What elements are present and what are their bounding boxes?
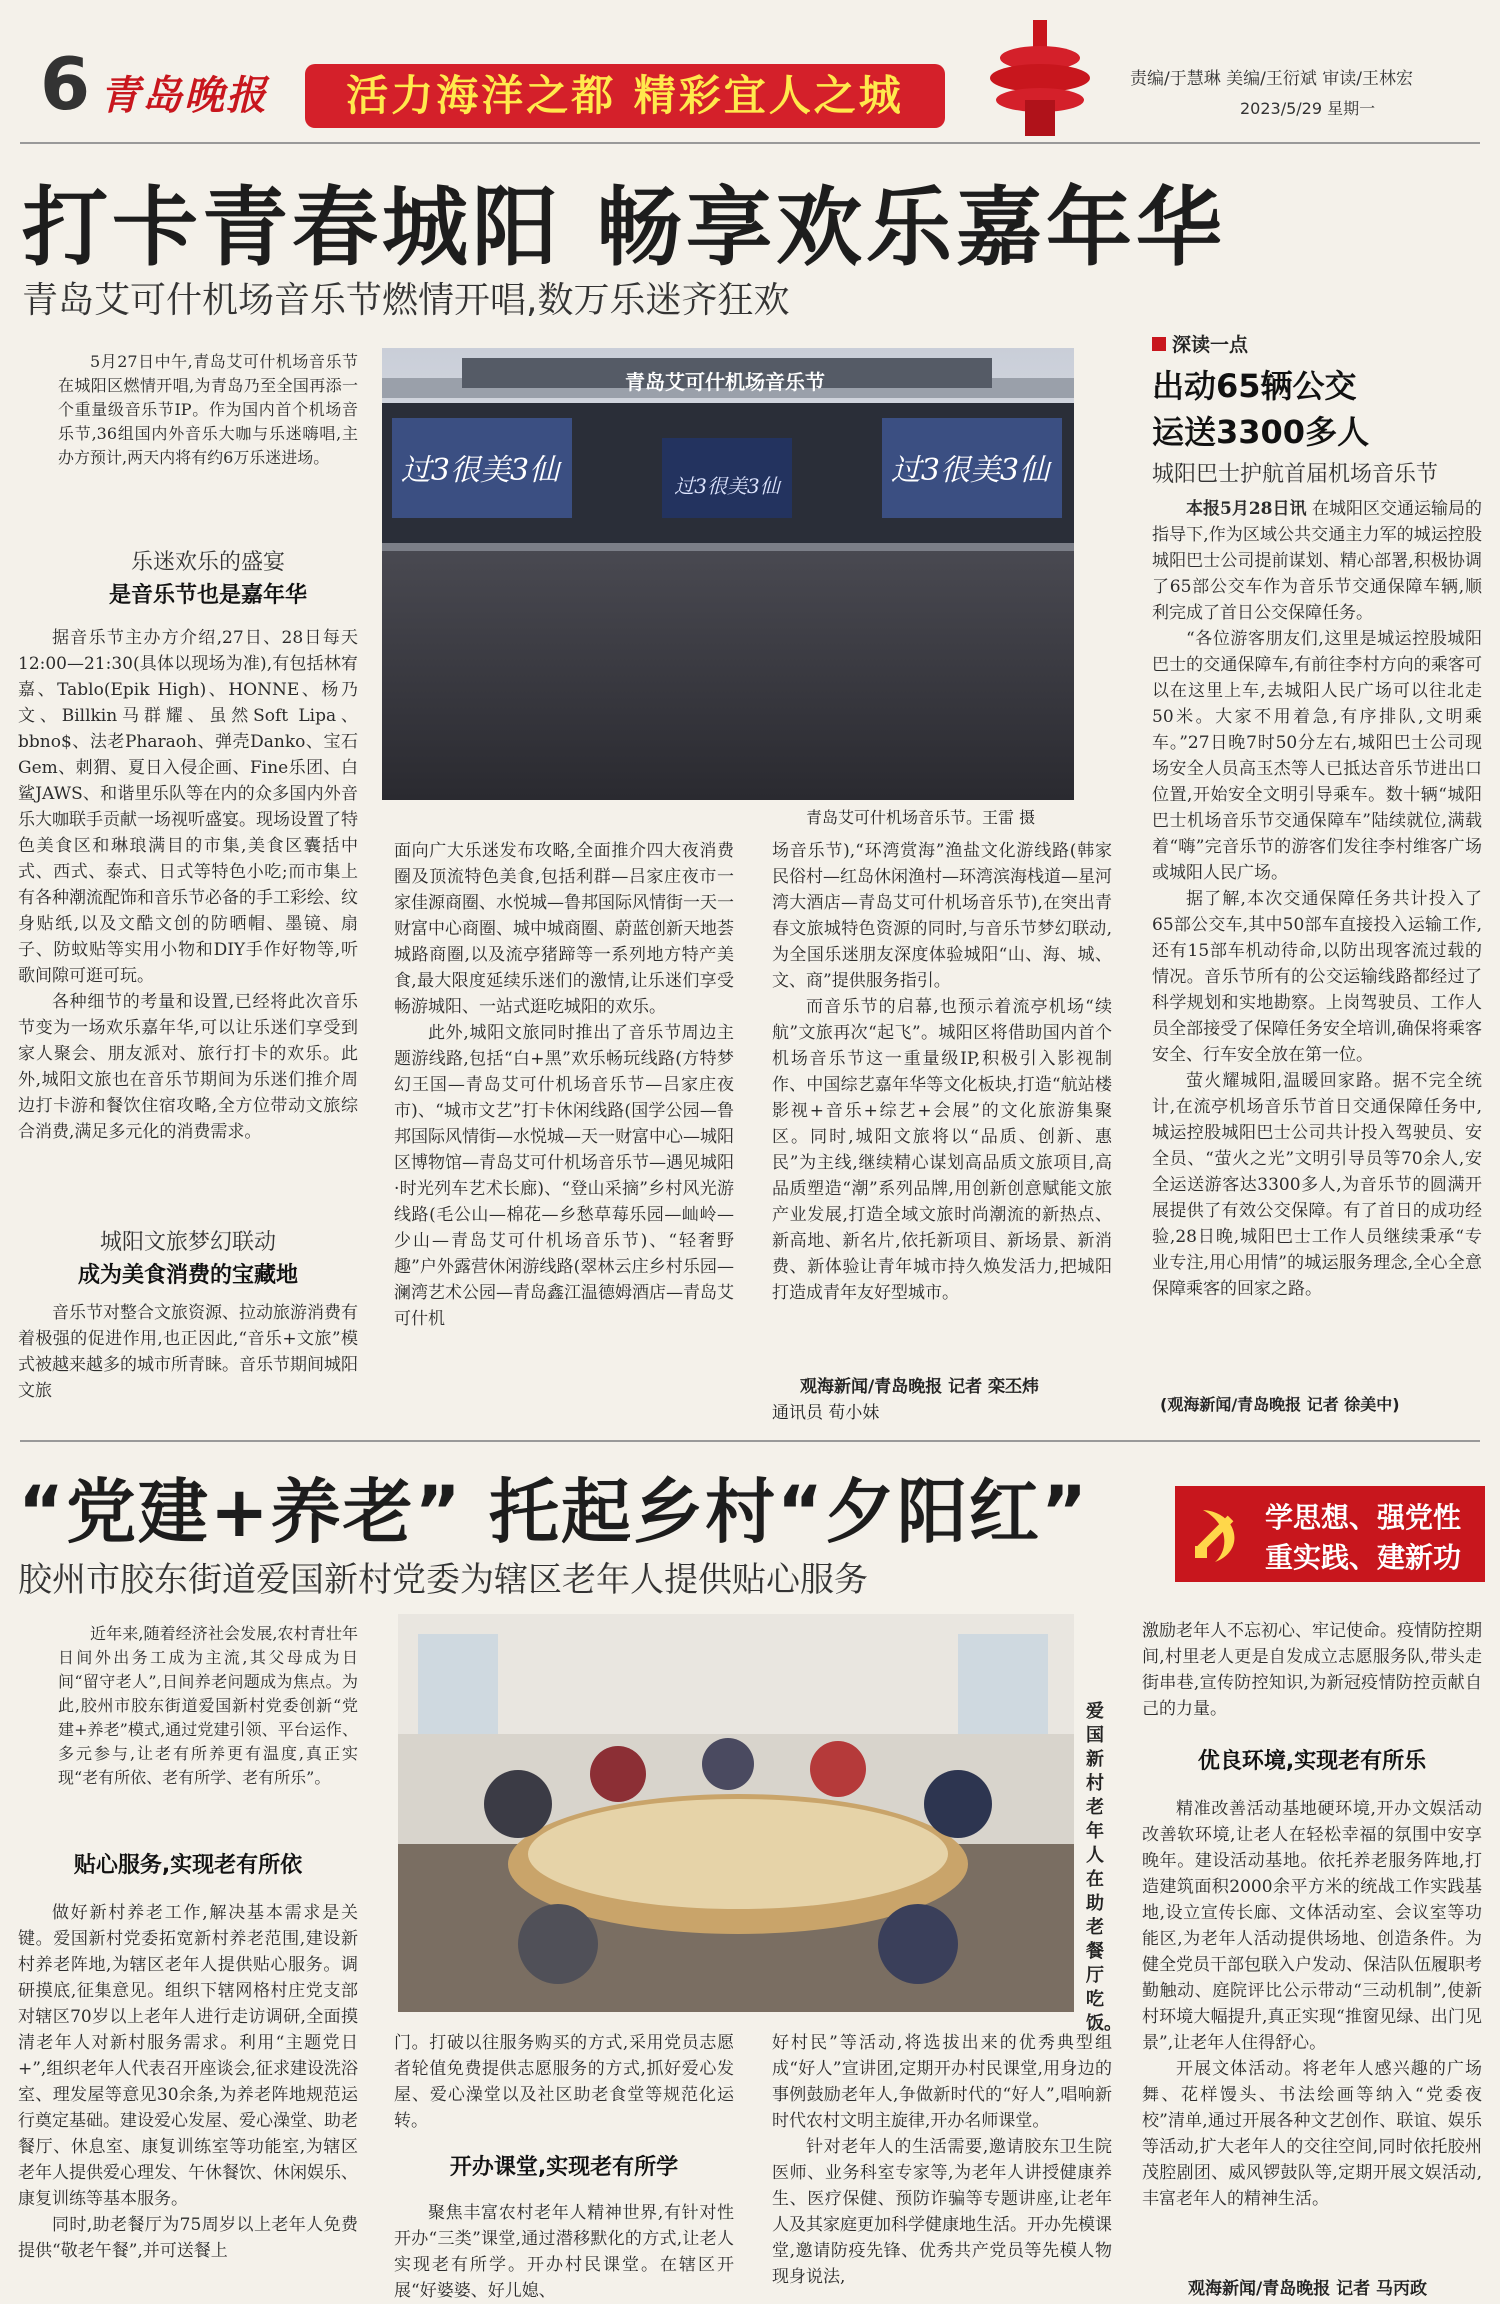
article2-subheadline: 胶州市胶东街道爱国新村党委为辖区老年人提供贴心服务 (18, 1560, 868, 1600)
a2-section3-text2: 开展文体活动。将老年人感兴趣的广场舞、花样馒头、书法绘画等纳入“党委夜校”清单,通过开展各种文艺创作、联谊、娱乐等活动,扩大老年人的交往空间,同时依托胶州茂腔剧团、威风锣鼓队等,定期开展文娱活动,丰富老年人的精神生活。 (1142, 2059, 1482, 2209)
badge-line2: 重实践、建新功 (1265, 1541, 1462, 1574)
sidebar-text3: 据了解,本次交通保障任务共计投入了65部公交车,其中50部车直接投入运输工作,还有15部车机动待命,以防出现客流过载的情况。音乐节所有的公交运输线路都经过了科学规划和实地勘察。上岗驾驶员、工作人员全部接受了保障任务安全培训,确保将乘客安全、行车安全放在第一位。 (1152, 889, 1482, 1065)
sidebar-body (1152, 496, 1482, 1416)
sidebar-dateline: 本报5月28日讯 (1186, 499, 1307, 519)
concert-scene (382, 348, 1074, 800)
article2-col1 (18, 1900, 358, 2304)
article1-byline: 观海新闻/青岛晚报 记者 栾丕炜 (800, 1377, 1040, 1397)
article1-col2 (394, 838, 734, 1418)
article2-headline: “党建+养老” 托起乡村“夕阳红” (18, 1471, 1090, 1553)
page-number: 6 (40, 42, 91, 126)
stage-screen-left: 过3很美3仙 (400, 453, 560, 488)
sidebar-tag: 深读一点 (1172, 334, 1249, 356)
article2-col4 (1142, 1796, 1482, 2264)
sidebar-text1: 在城阳区交通运输局的指导下,作为区域公共交通主力军的城运控股城阳巴士公司提前谋划、精心部署,积极协调了65部公交车作为音乐节交通保障车辆,顺利完成了首日公交保障任务。 (1152, 499, 1483, 623)
a2-col4-text: 激励老年人不忘初心、牢记使命。疫情防控期间,村里老人更是自发成立志愿服务队,带头走街串巷,宣传防控知识,为新冠疫情防控贡献自己的力量。 (1142, 1621, 1482, 1719)
header-rule (20, 142, 1480, 144)
article2-lead-text: 近年来,随着经济社会发展,农村青壮年日间外出务工成为主流,其父母成为日间“留守老人”,日间养老问题成为焦点。为此,胶州市胶东街道爱国新村党委创新“党建+养老”模式,通过党建引领、平台运作、多元参与,让老有所养更有温度,真正实现“老有所依、老有所学、老有所乐”。 (58, 1624, 358, 1787)
a2-col3-text: 好村民”等活动,将选拔出来的优秀典型组成“好人”宣讲团,定期开办村民课堂,用身边的事例鼓励老年人,争做新时代的“好人”,唱响新时代农村文明主旋律,开办名师课堂。 (772, 2033, 1112, 2131)
sidebar-tag-square-icon (1152, 337, 1166, 351)
article1-lead-text: 5月27日中午,青岛艾可什机场音乐节在城阳区燃情开唱,为青岛乃至全国再添一个重量级音乐节IP。作为国内首个机场音乐节,36组国内外音乐大咖与乐迷嗨唱,主办方预计,两天内将有约6万乐迷进场。 (58, 352, 358, 467)
sidebar-box (1152, 330, 1482, 1420)
article2-lead (58, 1622, 358, 1818)
a2-section2-title: 开办课堂,实现老有所学 (449, 2155, 679, 2180)
sidebar-title-line2: 运送3300多人 (1152, 413, 1370, 451)
col2-text2: 此外,城阳文旅同时推出了音乐节周边主题游线路,包括“白+黑”欢乐畅玩线路(方特梦幻王国—青岛艾可什机场音乐节—吕家庄夜市)、“城市文艺”打卡休闲线路(国学公园—鲁邦国际风情街—水悦城—天一财富中心—城阳区博物馆—青岛艾可什机场音乐节—遇见城阳·时光列车艺术长廊)、“登山采摘”乡村风光游线路(毛公山—棉花—乡愁草莓乐园—屾岭—少山—青岛艾可什机场音乐节)、“轻奢野趣”户外露营休闲游线路(翠林云庄乡村乐园—澜湾艺术公园—青岛鑫江温德姆酒店—青岛艾可什机 (394, 1023, 734, 1329)
hammer-sickle-icon (1185, 1500, 1253, 1568)
concert-photo-caption: 青岛艾可什机场音乐节。王雷 摄 (806, 808, 1036, 827)
concert-photo (382, 348, 1074, 800)
article1-subheadline: 青岛艾可什机场音乐节燃情开唱,数万乐迷齐狂欢 (22, 280, 790, 321)
article1-byline2: 通讯员 荀小妹 (772, 1403, 880, 1423)
issue-date: 2023/5/29 星期一 (1240, 99, 1376, 118)
article2-col2-bottom (394, 2200, 734, 2304)
section1-text: 据音乐节主办方介绍,27日、28日每天12:00—21:30(具体以现场为准),有包括林宥嘉、Tablo(Epik High)、HONNE、杨乃文、Billkin马群耀、虽然Soft Lipa、bbno$、法老Pharaoh、弹壳Danko、宝石Gem、刺猬、夏日入侵企画、Fine乐团、白鲨JAWS、和谐里乐队等在内的众多国内外音乐大咖联手贡献一场视听盛宴。现场设置了特色美食区和琳琅满目的市集,美食区囊括中式、西式、泰式、日式等特色小吃;而市集上有各种潮流配饰和音乐节必备的手工彩绘、纹身贴纸,以及文酷文创的防晒帽、墨镜、扇子、防蚊贴等实用小物和DIY手作好物等,听歌间隙可逛可玩。 (18, 628, 358, 986)
party-slogan-badge (1175, 1486, 1485, 1582)
dining-photo-caption: 爱国新村老年人在助老餐厅吃饭。 (1086, 1701, 1122, 2034)
tower-logo-icon (985, 20, 1095, 140)
a2-section3-text: 精准改善活动基地硬环境,开办文娱活动改善软环境,让老人在轻松幸福的氛围中安享晚年。建设活动基地。依托养老服务阵地,打造建筑面积2000余平方米的统战工作实践基地,设立宣传长廊、文体活动室、会议室等功能区,为老年人活动提供场地、创造条件。为健全党员干部包联入户发动、保洁队伍履职考勤触动、庭院评比公示带动“三动机制”,使新村环境大幅提升,真正实现“推窗见绿、出门见景”,让老年人住得舒心。 (1142, 1799, 1482, 2053)
article1-col1-bottom (18, 1300, 358, 1420)
slogan-banner: 活力海洋之都 精彩宜人之城 (305, 64, 945, 128)
sidebar-title-line1: 出动65辆公交 (1152, 367, 1357, 405)
col3-text2: 而音乐节的启幕,也预示着流亭机场“续航”文旅再次“起飞”。城阳区将借助国内首个机场音乐节这一重量级IP,积极引入影视制作、中国综艺嘉年华等文化板块,打造“航站楼影视+音乐+综艺+会展”的文化旅游集聚区。同时,城阳文旅将以“品质、创新、惠民”为主线,继续精心谋划高品质文旅项目,高品质塑造“潮”系列品牌,用创新创意赋能文旅产业发展,打造全域文旅时尚潮流的新热点、新高地、新名片,依托新项目、新场景、新消费、新体验让青年城市持久焕发活力,把城阳打造成青年友好型城市。 (772, 997, 1112, 1303)
article2-col2-top (394, 2030, 734, 2131)
article1-headline: 打卡青春城阳 畅享欢乐嘉年华 (22, 178, 1226, 278)
section1-text2: 各种细节的考量和设置,已经将此次音乐节变为一场欢乐嘉年华,可以让乐迷们享受到家人聚会、朋友派对、旅行打卡的欢乐。此外,城阳文旅也在音乐节期间为乐迷们推介周边打卡游和餐饮住宿攻略,全方位带动文旅综合消费,满足多元化的消费需求。 (18, 992, 358, 1142)
col3-text: 场音乐节),“环湾赏海”渔盐文化游线路(韩家民俗村—红岛休闲渔村—环湾滨海栈道—星河湾大酒店—青岛艾可什机场音乐节),在突出青春文旅城特色资源的同时,与音乐节梦幻联动,为全国乐迷朋友深度体验城阳“山、海、城、文、商”提供服务指引。 (772, 841, 1112, 991)
section1-title-b: 是音乐节也是嘉年华 (108, 583, 307, 608)
dining-scene (398, 1614, 1074, 2012)
sidebar-tag-row (1152, 330, 1482, 357)
article1-col3 (772, 838, 1112, 1356)
section2-text: 音乐节对整合文旅资源、拉动旅游消费有着极强的促进作用,也正因此,“音乐+文旅”模式被越来越多的城市所青睐。音乐节期间城阳文旅 (18, 1303, 358, 1401)
article2-col3 (772, 2030, 1112, 2304)
stage-banner-text: 青岛艾可什机场音乐节 (625, 370, 825, 394)
stage-screen-right: 过3很美3仙 (890, 453, 1050, 488)
a2-section3-title: 优良环境,实现老有所乐 (1197, 1749, 1427, 1774)
stage-screen-center: 过3很美3仙 (674, 474, 780, 498)
editor-credits: 责编/于慧琳 美编/王衍斌 审读/王林宏 (1130, 69, 1413, 89)
badge-line1: 学思想、强党性 (1265, 1501, 1462, 1534)
a2-col3-text2: 针对老年人的生活需要,邀请胶东卫生院医师、业务科室专家等,为老年人讲授健康养生、医疗保健、预防诈骗等专题讲座,让老年人及其家庭更加科学健康地生活。开办先模课堂,邀请防疫先锋、优秀共产党员等先模人物现身说法, (772, 2137, 1112, 2287)
article2-byline: 观海新闻/青岛晚报 记者 马丙政 (1188, 2279, 1428, 2299)
article1-lead (58, 350, 358, 530)
sidebar-text4: 萤火耀城阳,温暖回家路。据不完全统计,在流亭机场音乐节首日交通保障任务中,城运控股城阳巴士公司共计投入驾驶员、安全员、“萤火之光”文明引导员等70余人,安全运送游客达3300多人,为音乐节的圆满开展提供了有效公交保障。有了首日的成功经验,28日晚,城阳巴士工作人员继续秉承“专业专注,用心用情”的城运服务理念,全心全意保障乘客的回家之路。 (1152, 1071, 1482, 1299)
section2-title-b: 成为美食消费的宝藏地 (18, 1258, 358, 1289)
newspaper-name: 青岛晚报 (100, 72, 268, 119)
sidebar-byline: (观海新闻/青岛晚报 记者 徐美中) (1160, 1395, 1400, 1414)
a2-col2-text: 门。打破以往服务购买的方式,采用党员志愿者轮值免费提供志愿服务的方式,抓好爱心发屋、爱心澡堂以及社区助老食堂等规范化运转。 (394, 2033, 734, 2131)
dining-photo (398, 1614, 1074, 2012)
a2-section2-text: 聚焦丰富农村老年人精神世界,有针对性开办“三类”课堂,通过潜移默化的方式,让老人实现老有所学。开办村民课堂。在辖区开展“好婆婆、好儿媳、 (394, 2203, 734, 2301)
sidebar-text2: “各位游客朋友们,这里是城运控股城阳巴士的交通保障车,有前往李村方向的乘客可以在这里上车,去城阳人民广场可以往北走50米。大家不用着急,有序排队,文明乘车。”27日晚7时50分左右,城阳巴士公司现场安全人员高玉杰等人已抵达音乐节进出口位置,开始安全文明引导乘车。数十辆“城阳巴士机场音乐节交通保障车”陆续就位,满载着“嗨”完音乐节的游客们发往李村维客广场或城阳人民广场。 (1152, 629, 1482, 883)
a2-section1-text: 做好新村养老工作,解决基本需求是关键。爱国新村党委拓宽新村养老范围,建设新村养老阵地,为辖区老年人提供贴心服务。调研摸底,征集意见。组织下辖网格村庄党支部对辖区70岁以上老年人进行走访调研,全面摸清老年人对新村服务需求。利用“主题党日+”,组织老年人代表召开座谈会,征求建设洗浴室、理发屋等意见30余条,为养老阵地规范运行奠定基础。建设爱心发屋、爱心澡堂、助老餐厅、休息室、康复训练室等功能室,为辖区老年人提供爱心理发、午休餐饮、休闲娱乐、康复训练等基本服务。 (18, 1903, 358, 2209)
mid-rule (20, 1440, 1480, 1442)
section2-title-a: 城阳文旅梦幻联动 (18, 1225, 358, 1256)
a2-section1-title: 贴心服务,实现老有所依 (73, 1853, 303, 1878)
col2-text: 面向广大乐迷发布攻略,全面推介四大夜消费圈及顶流特色美食,包括利群—吕家庄夜市一家佳源商圈、水悦城—鲁邦国际风情街一天一财富中心商圈、城中城商圈、蔚蓝创新天地荟城路商圈,以及流亭猪蹄等一系列地方特产美食,最大限度延续乐迷们的激情,让乐迷们享受畅游城阳、一站式逛吃城阳的欢乐。 (394, 841, 734, 1017)
a2-section1-text2: 同时,助老餐厅为75周岁以上老年人免费提供“敬老午餐”,并可送餐上 (18, 2215, 358, 2261)
section1-title-a: 乐迷欢乐的盛宴 (130, 550, 285, 575)
sidebar-subtitle: 城阳巴士护航首届机场音乐节 (1152, 462, 1439, 487)
article2-col4-top (1142, 1618, 1482, 1730)
